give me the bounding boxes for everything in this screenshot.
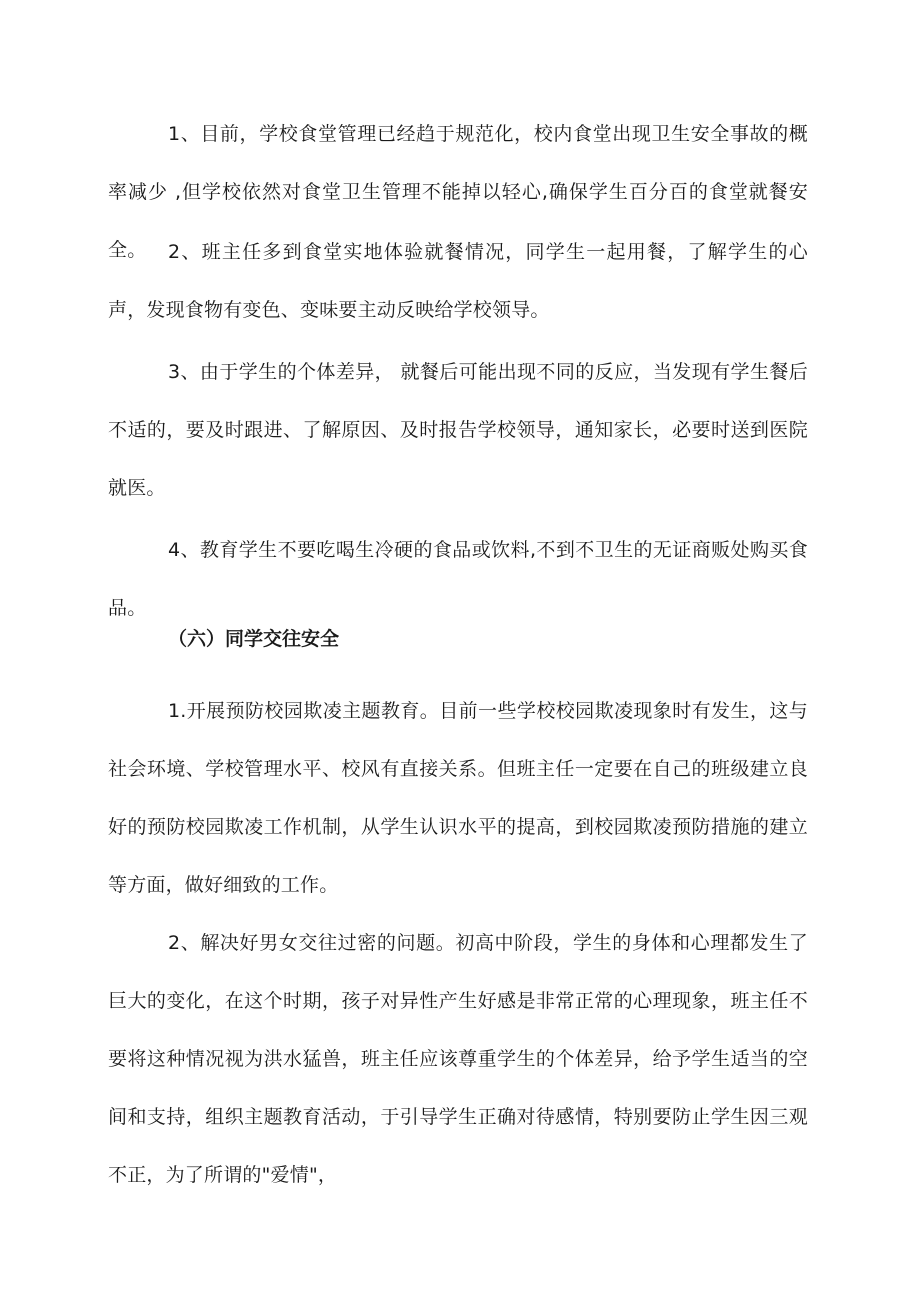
paragraph-food-education: 4、教育学生不要吃喝生冷硬的食品或饮料,不到不卫生的无证商贩处购买食品。: [108, 539, 808, 619]
paragraph-relationships: 2、解决好男女交往过密的问题。初高中阶段，学生的身体和心理都发生了巨大的变化，在这个时期，孩子对异性产生好感是非常正常的心理现象，班主任不要将这种情况视为洪水猛兽，班主任应该尊重学生的个体差异，给予学生适当的空间和支持，组织主题教育活动，于引导学生正确对待感情，特别要防止学生因三观不正，为了所谓的"爱情"，: [108, 932, 808, 1186]
paragraph-anti-bullying: 1.开展预防校园欺凌主题教育。目前一些学校校园欺凌现象时有发生，这与社会环境、学校管理水平、校风有直接关系。但班主任一定要在自己的班级建立良好的预防校园欺凌工作机制，从学生认识水平的提高，到校园欺凌预防措施的建立等方面，做好细致的工作。: [108, 700, 808, 896]
section-heading: （六）同学交往安全: [168, 628, 340, 650]
paragraph-canteen-management: 1、目前，学校食堂管理已经趋于规范化，校内食堂出现卫生安全事故的概率减少 ,但学校依然对食堂卫生管理不能掉以轻心,确保学生百分百的食堂就餐安全。: [108, 123, 808, 261]
paragraph-teacher-dining: 2、班主任多到食堂实地体验就餐情况，同学生一起用餐，了解学生的心声，发现食物有变色、变味要主动反映给学校领导。: [108, 241, 808, 321]
paragraph-student-reaction: 3、由于学生的个体差异， 就餐后可能出现不同的反应，当发现有学生餐后不适的，要及时跟进、了解原因、及时报告学校领导，通知家长，必要时送到医院就医。: [108, 361, 808, 499]
